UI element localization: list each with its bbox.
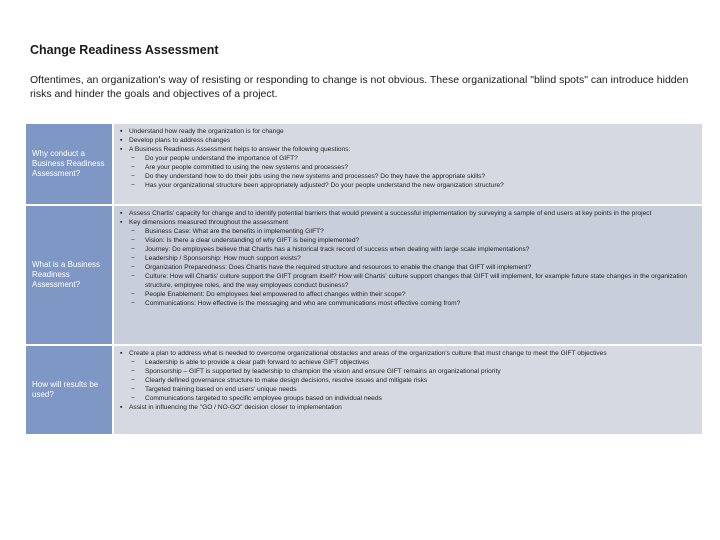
- bullet-item: ▪ Assist in influencing the "GO / NO-GO" decision closer to implementation: [120, 403, 694, 412]
- bullet-item: ▪ Create a plan to address what is needed to overcome organizational obstacles and areas of the organization's culture that must change to meet the GIFT objectives: [120, 349, 694, 358]
- table-row-what: [26, 206, 702, 346]
- assessment-table: [26, 123, 702, 436]
- sub-bullet-item: − Sponsorship – GIFT is supported by leadership to champion the vision and ensure GIFT remains an organizational priority: [131, 367, 694, 376]
- sub-bullet-item: − Clearly defined governance structure to make design decisions, resolve issues and mitigate risks: [131, 376, 694, 385]
- sub-bullet-item: − Do they understand how to do their jobs using the new systems and processes? Do they have the appropriate skills?: [131, 172, 694, 181]
- table-row-how: [26, 346, 702, 436]
- sub-bullet-item: − Communications targeted to specific employee groups based on individual needs: [131, 394, 694, 403]
- sub-bullet-item: − Organization Preparedness: Does Chartis have the required structure and resources to enable the change that GIFT will implement?: [131, 263, 694, 272]
- sub-bullet-item: − Targeted training based on end users' unique needs: [131, 385, 694, 394]
- sub-bullet-item: − Culture: How will Chartis' culture support the GIFT program itself? How will Chartis' culture support changes that GIFT will implement, for example future state changes in the organization structure, employee roles, and the way employees conduct business?: [131, 272, 694, 290]
- sub-bullet-item: − Business Case: What are the benefits in implementing GIFT?: [131, 227, 694, 236]
- bullet-item: ▪ Assess Chartis' capacity for change and to identify potential barriers that would prevent a successful implementation by surveying a sample of end users at key points in the project: [120, 209, 694, 218]
- row-body-why: [114, 124, 702, 204]
- bullet-item: ▪ Develop plans to address changes: [120, 136, 694, 145]
- bullet-item: ▪ A Business Readiness Assessment helps to answer the following questions:: [120, 145, 694, 154]
- sub-bullet-item: − Vision: Is there a clear understanding of why GIFT is being implemented?: [131, 236, 694, 245]
- sub-bullet-item: − Are your people committed to using the new systems and processes?: [131, 163, 694, 172]
- sub-bullet-item: − Do your people understand the importance of GIFT?: [131, 154, 694, 163]
- page-title: Change Readiness Assessment: [30, 43, 219, 57]
- sub-bullet-item: − Leadership / Sponsorship: How much support exists?: [131, 254, 694, 263]
- sub-bullet-item: − Communications: How effective is the messaging and who are communications most effective coming from?: [131, 299, 694, 308]
- row-body-what: [114, 206, 702, 344]
- row-label-how: How will results be used?: [26, 346, 114, 434]
- bullet-item: ▪ Key dimensions measured throughout the assessment: [120, 218, 694, 227]
- sub-bullet-item: − Has your organizational structure been appropriately adjusted? Do your people understand the new organization structure?: [131, 181, 694, 190]
- row-label-what: What is a Business Readiness Assessment?: [26, 206, 114, 344]
- table-row-why: [26, 124, 702, 206]
- sub-bullet-item: − Leadership is able to provide a clear path forward to achieve GIFT objectives: [131, 358, 694, 367]
- row-body-how: [114, 346, 702, 434]
- intro-paragraph: Oftentimes, an organization's way of resisting or responding to change is not obvious. These organizational "blind spots" can introduce hidden risks and hinder the goals and objectives of a project.: [30, 74, 689, 100]
- sub-bullet-item: − People Enablement: Do employees feel empowered to affect changes within their scope?: [131, 290, 694, 299]
- row-label-why: Why conduct a Business Readiness Assessment?: [26, 124, 114, 204]
- bullet-item: ▪ Understand how ready the organization is for change: [120, 127, 694, 136]
- sub-bullet-item: − Journey: Do employees believe that Chartis has a historical track record of success when dealing with large scale implementations?: [131, 245, 694, 254]
